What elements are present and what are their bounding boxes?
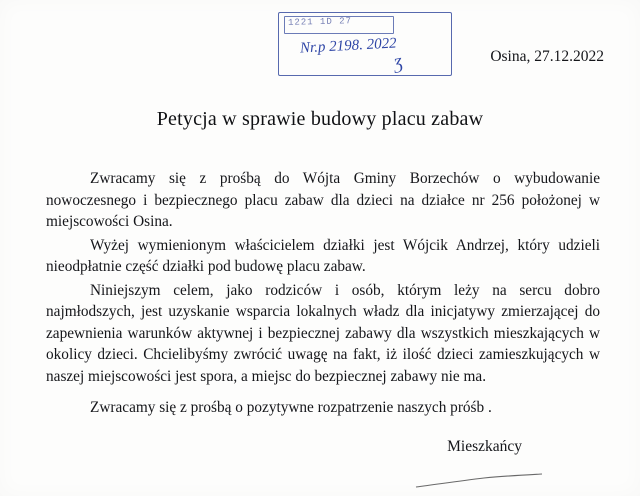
paragraph-3: Niniejszym celem, jako rodziców i osób, którym leży na sercu dobro najmłodszych, jest uzyskanie wsparcia lokalnych władz dla inicjatywy zmierzającej do zapewnienia warunków aktywnej i bezpiecznej zabawy dla wszystkich mieszkających w okolicy dzieci. Chcielibyśmy zwrócić uwagę na fakt, iż ilość dzieci zamieszkujących w naszej miejscowości jest spora, a miejsc do bezpiecznej zabawy nie ma.: [46, 281, 600, 385]
paragraph-2: Wyżej wymienionym właścicielem działki jest Wójcik Andrzej, który udzieli nieodpłatnie część działki pod budowę placu zabaw.: [46, 236, 600, 275]
stamp-date-line: 1221 1D 27: [287, 16, 353, 28]
place-and-date: Osina, 27.12.2022: [490, 48, 604, 65]
paragraph-4: Zwracamy się z prośbą o pozytywne rozpatrzenie naszych próśb .: [90, 399, 492, 416]
paragraph-1: Zwracamy się z prośbą do Wójta Gminy Borzechów o wybudowanie nowoczesnego i bezpiecznego placu zabaw dla dzieci na działce nr 256 położonej w miejscowości Osina.: [46, 170, 600, 230]
office-stamp: [278, 8, 454, 86]
signature-line: Mieszkańcy: [447, 438, 522, 455]
stamp-registration-number: Nr.p 2198. 2022: [299, 35, 398, 57]
page-title: Petycja w sprawie budowy placu zabaw: [156, 108, 484, 130]
document-body: [46, 168, 600, 421]
signature-mark: [414, 472, 544, 490]
stamp-initials: Ʒ: [392, 55, 405, 74]
